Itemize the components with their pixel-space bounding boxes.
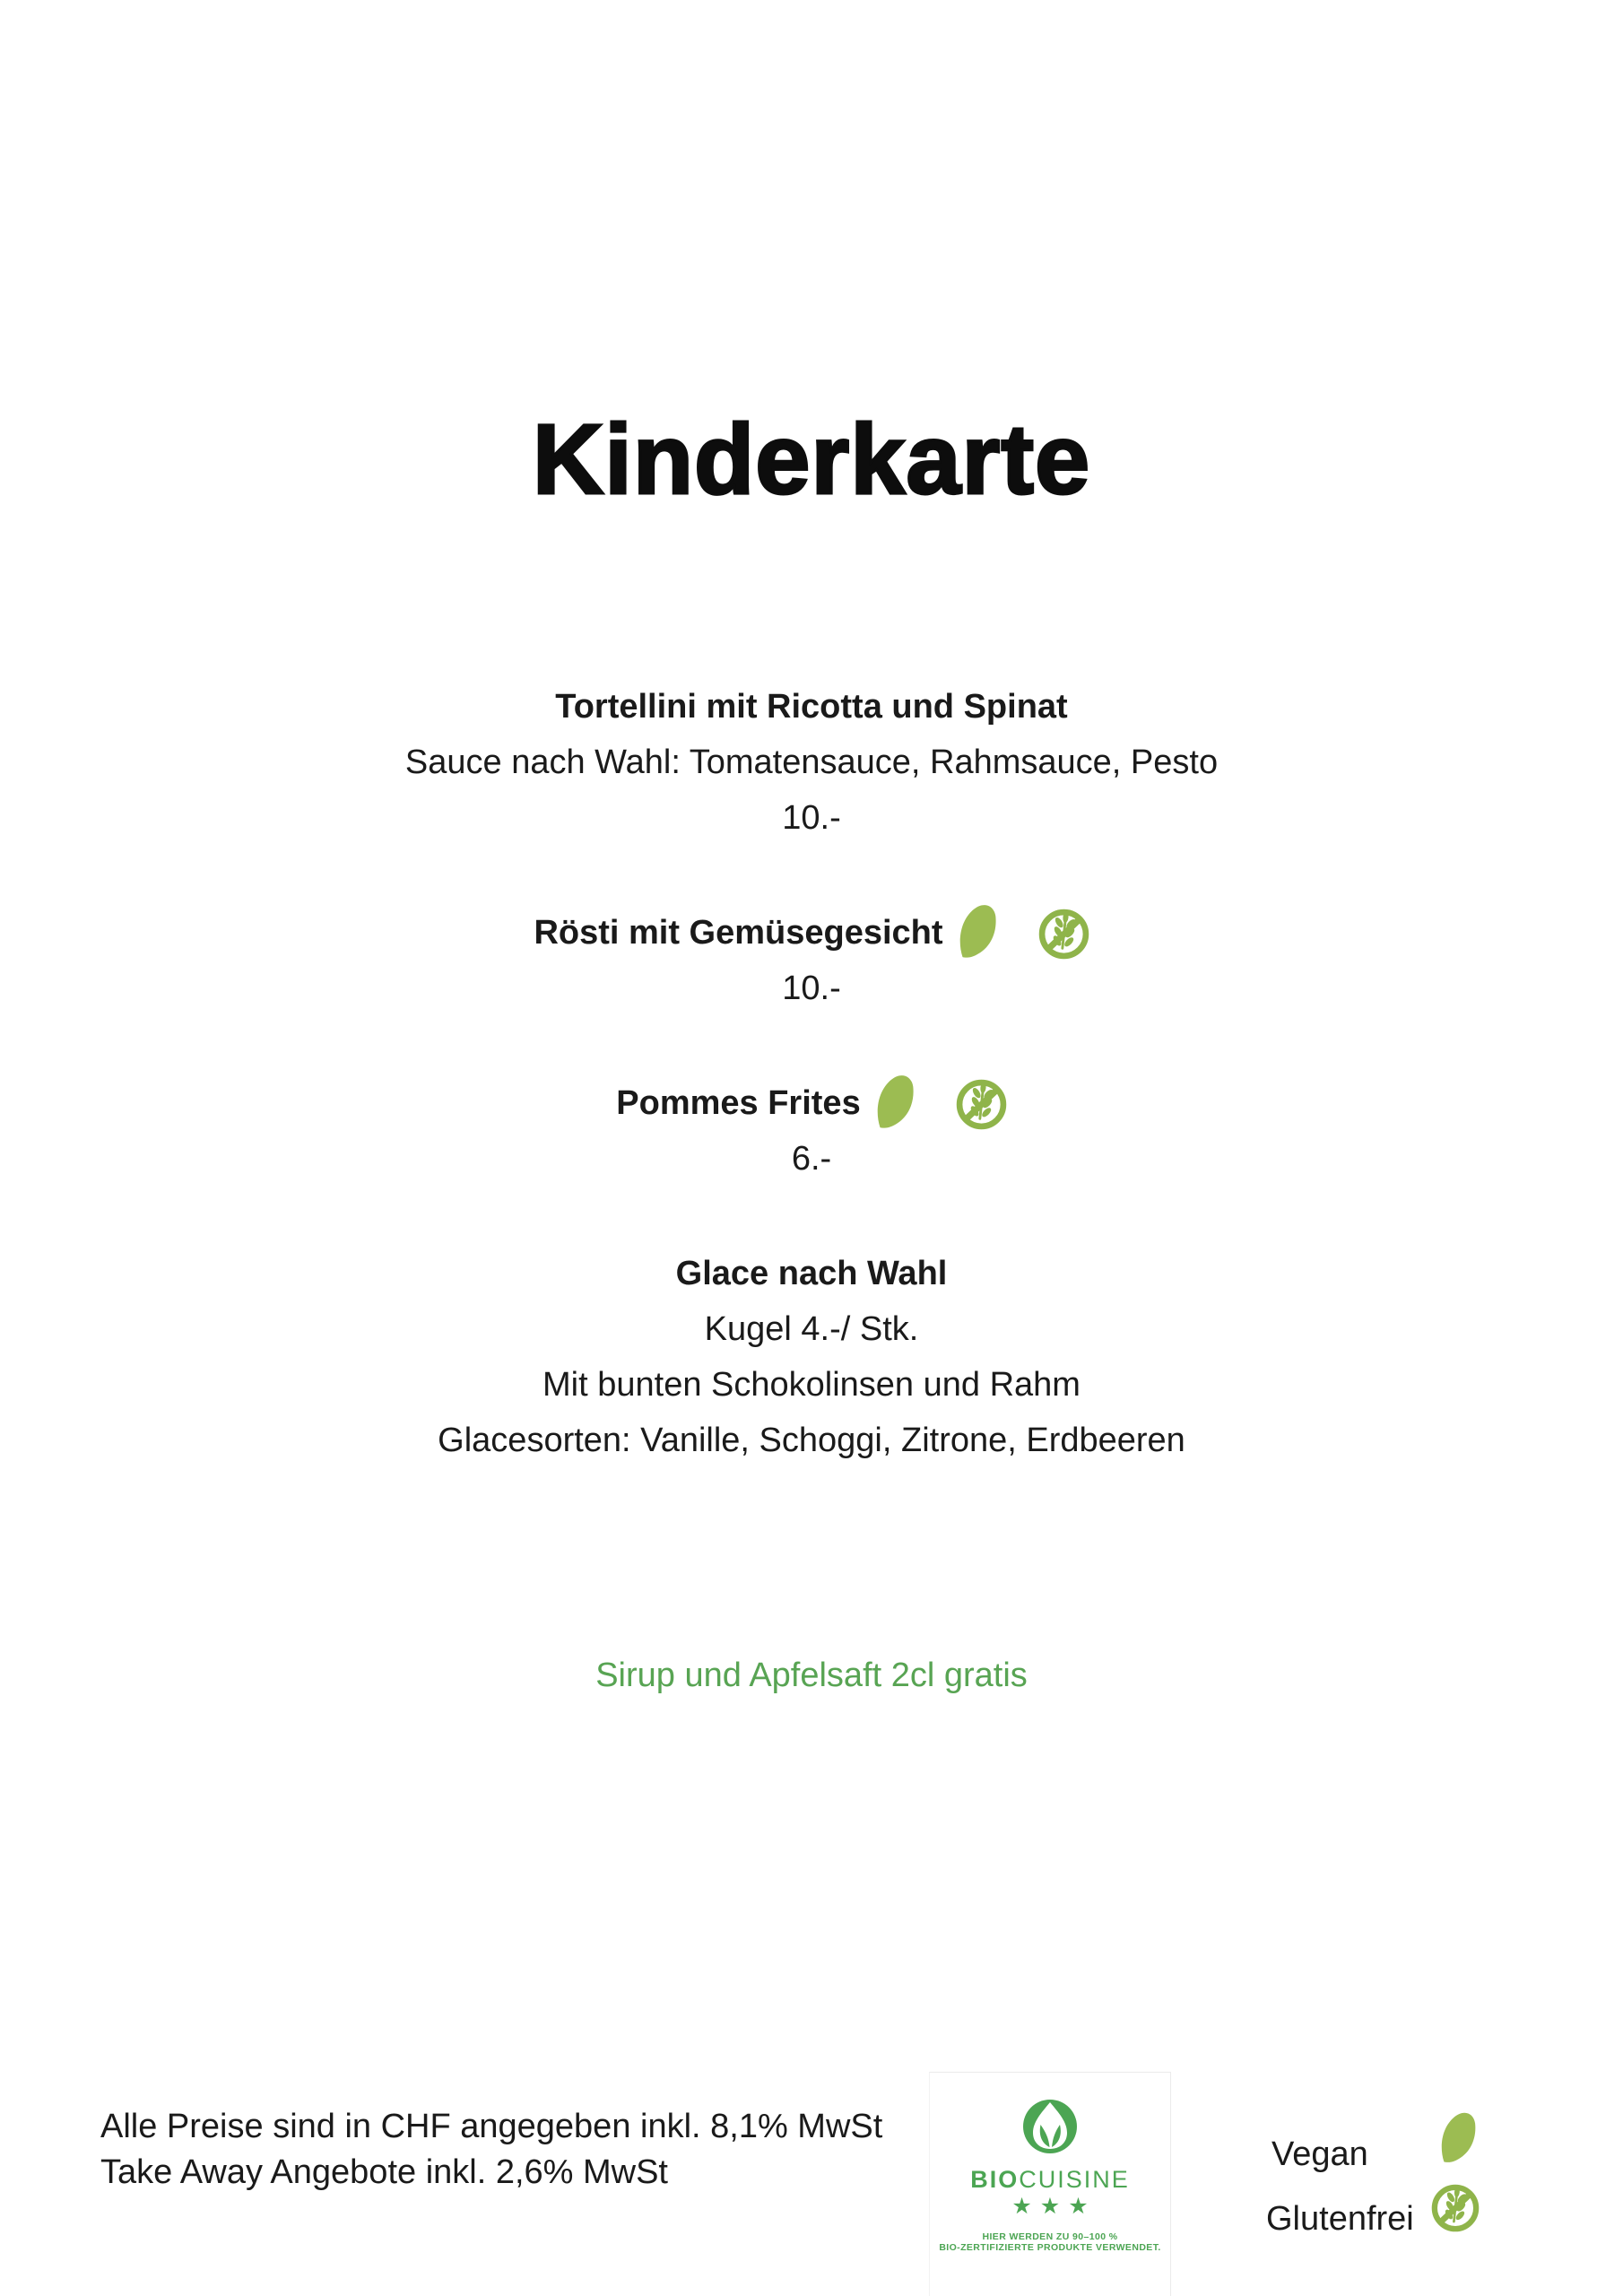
- promo-text: Sirup und Apfelsaft 2cl gratis: [595, 1656, 1028, 1694]
- item-name-row: [0, 905, 1623, 961]
- brand-light: CUISINE: [1019, 2166, 1130, 2193]
- menu-item-pommes-frites: [0, 1075, 1623, 1187]
- item-price: 6.-: [791, 1139, 832, 1178]
- bio-tagline: [939, 2231, 1160, 2254]
- menu-item-roesti: [0, 905, 1623, 1016]
- item-price: 10.-: [782, 798, 841, 837]
- page-title: Kinderkarte: [532, 404, 1091, 515]
- price-note-line: Alle Preise sind in CHF angegeben inkl. 8,1% MwSt: [100, 2108, 883, 2145]
- item-detail: Kugel 4.-/ Stk.: [704, 1309, 919, 1348]
- price-note-line: Take Away Angebote inkl. 2,6% MwSt: [100, 2153, 668, 2191]
- item-name: Rösti mit Gemüsegesicht: [534, 913, 943, 952]
- item-name: Glace nach Wahl: [675, 1254, 948, 1292]
- vegan-leaf-icon: [956, 903, 997, 959]
- price-notes: [100, 2104, 882, 2196]
- menu-item-tortellini: [0, 679, 1623, 846]
- item-detail: Mit bunten Schokolinsen und Rahm: [542, 1365, 1081, 1404]
- legend-glutenfree-label: Glutenfrei: [1266, 2200, 1414, 2238]
- menu-item-glace: [0, 1246, 1623, 1468]
- item-name: Pommes Frites: [616, 1083, 861, 1122]
- item-price: 10.-: [782, 969, 841, 1007]
- bio-cuisine-drop-icon: [1021, 2098, 1079, 2155]
- bio-cuisine-logo: [929, 2072, 1171, 2296]
- glutenfree-icon: [1038, 909, 1089, 960]
- legend-vegan-label: Vegan: [1271, 2135, 1368, 2173]
- item-name: Tortellini mit Ricotta und Spinat: [555, 687, 1068, 726]
- vegan-leaf-icon: [873, 1074, 915, 1129]
- bio-cuisine-wordmark: [970, 2168, 1130, 2192]
- item-detail: Glacesorten: Vanille, Schoggi, Zitrone, Erdbeeren: [438, 1421, 1185, 1459]
- bio-tagline-line1: HIER WERDEN ZU 90–100 %: [982, 2231, 1118, 2242]
- vegan-leaf-icon: [1438, 2109, 1476, 2165]
- glutenfree-icon: [1431, 2184, 1480, 2232]
- glutenfree-icon: [956, 1079, 1007, 1130]
- item-name-row: [0, 1075, 1623, 1131]
- bio-tagline-line2: BIO-ZERTIFIZIERTE PRODUKTE VERWENDET.: [939, 2242, 1161, 2253]
- bio-rating-stars: ★★★: [1011, 2194, 1097, 2219]
- brand-bold: BIO: [970, 2166, 1020, 2193]
- item-description: Sauce nach Wahl: Tomatensauce, Rahmsauce, Pesto: [404, 743, 1219, 781]
